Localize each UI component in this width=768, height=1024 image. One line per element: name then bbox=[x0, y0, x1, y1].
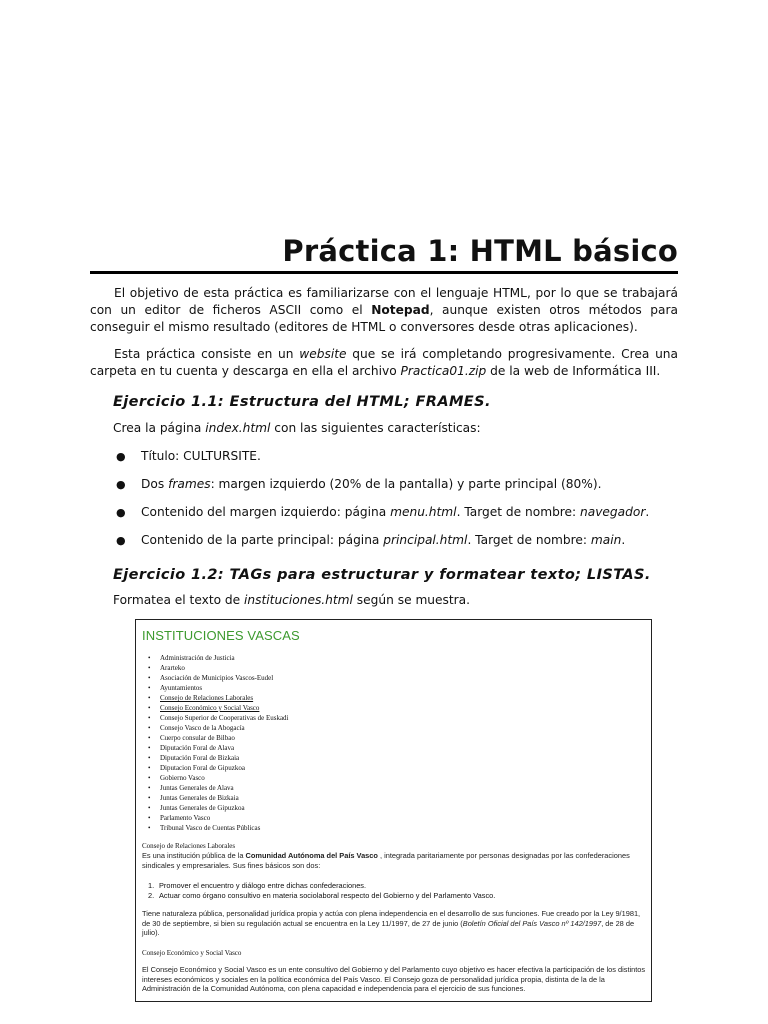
institution-item bbox=[142, 753, 289, 763]
figure-title: INSTITUCIONES VASCAS bbox=[142, 628, 300, 643]
institution-link[interactable]: Consejo Económico y Social Vasco bbox=[160, 704, 260, 712]
institution-label: Juntas Generales de Gipuzkoa bbox=[160, 804, 245, 812]
institution-label: Administración de Justicia bbox=[160, 654, 235, 662]
section-1-text2-c: , de 28 de julio). bbox=[142, 918, 635, 937]
exercise-1-2-heading: Ejercicio 1.2: TAGs para estructurar y formatear texto; LISTAS. bbox=[113, 567, 651, 583]
ex2-intro-filename: instituciones.html bbox=[244, 593, 353, 607]
institution-label: Consejo Superior de Cooperativas de Euskadi bbox=[160, 714, 289, 722]
exercise-1-2-intro bbox=[113, 592, 470, 609]
institution-label: Tribunal Vasco de Cuentas Públicas bbox=[160, 824, 261, 832]
institution-item bbox=[142, 663, 289, 673]
bullet-dot-icon: ● bbox=[116, 478, 126, 491]
bullet-text-b: menu.html bbox=[390, 505, 457, 519]
bullet-item bbox=[113, 504, 649, 532]
section-1-title: Consejo de Relaciones Laborales bbox=[142, 842, 236, 850]
exercise-1-1-heading: Ejercicio 1.1: Estructura del HTML; FRAMES. bbox=[113, 394, 491, 410]
intro-p1-notepad: Notepad bbox=[371, 303, 430, 317]
intro-p2-text-e: de la web de Informática III. bbox=[486, 364, 661, 378]
bullet-text-b: principal.html bbox=[383, 533, 468, 547]
bullet-item bbox=[113, 532, 649, 560]
bullet-item bbox=[113, 448, 649, 476]
institution-item-link[interactable] bbox=[142, 693, 289, 703]
institution-item bbox=[142, 673, 289, 683]
bullet-item bbox=[113, 476, 649, 504]
section-1-text-c: , integrada paritariamente por personas designadas por las confederaciones sindicales y empresariales. Sus fines básicos son dos: bbox=[142, 851, 630, 870]
bullet-text-e: . bbox=[645, 505, 650, 519]
bullet-text-c: : margen izquierdo (20% de la pantalla) y parte principal (80%). bbox=[210, 477, 602, 491]
ordered-number: 2. bbox=[148, 890, 155, 900]
bullet-text-c: . Target de nombre: bbox=[456, 505, 581, 519]
bullet-dot-icon: ● bbox=[116, 534, 126, 547]
institution-item bbox=[142, 803, 289, 813]
bullet-text-d: navegador bbox=[580, 505, 646, 519]
ordered-number: 1. bbox=[148, 881, 155, 890]
page-title: Práctica 1: HTML básico bbox=[282, 234, 678, 268]
ex2-intro-a: Formatea el texto de bbox=[113, 593, 245, 607]
institution-label: Ararteko bbox=[160, 664, 185, 672]
institution-item-link[interactable] bbox=[142, 703, 289, 713]
institutions-list bbox=[142, 653, 289, 833]
intro-p1-text-a: El objetivo de esta práctica es familiarizarse con el lenguaje HTML, por lo que se trabajará con un editor de ficheros ASCII como el bbox=[90, 286, 678, 317]
section-1-ordered-list bbox=[148, 881, 495, 900]
bullet-text-a: Dos bbox=[141, 477, 169, 491]
bullet-text-c: . Target de nombre: bbox=[467, 533, 591, 547]
institution-item bbox=[142, 823, 289, 833]
institution-item bbox=[142, 713, 289, 723]
institution-label: Diputación Foral de Alava bbox=[160, 744, 235, 752]
exercise-1-1-bullet-list bbox=[113, 448, 649, 560]
intro-paragraph-2 bbox=[90, 346, 678, 380]
section-1-text-a: Es una institución pública de la bbox=[142, 851, 246, 860]
section-1-text2-italic: Boletín Oficial del País Vasco nº 142/1997 bbox=[462, 918, 602, 928]
bullet-text-e: . bbox=[621, 533, 626, 547]
institution-item bbox=[142, 653, 289, 663]
bullet-text-a: Contenido de la parte principal: página bbox=[141, 533, 384, 547]
institution-label: Gobierno Vasco bbox=[160, 774, 205, 782]
institution-label: Juntas Generales de Bizkaia bbox=[160, 794, 239, 802]
bullet-text-a: Título: CULTURSITE. bbox=[141, 449, 261, 463]
bullet-dot-icon: ● bbox=[116, 450, 126, 463]
instituciones-screenshot-figure bbox=[135, 619, 652, 1002]
intro-p2-text-a: Esta práctica consiste en un bbox=[114, 347, 300, 361]
institution-label: Juntas Generales de Alava bbox=[160, 784, 234, 792]
bullet-text-a: Contenido del margen izquierdo: página bbox=[141, 505, 391, 519]
institution-label: Ayuntamientos bbox=[160, 684, 203, 692]
bullet-text-b: frames bbox=[168, 477, 211, 491]
institution-item bbox=[142, 723, 289, 733]
ordered-item bbox=[148, 881, 495, 891]
institution-item bbox=[142, 783, 289, 793]
institution-label: Cuerpo consular de Bilbao bbox=[160, 734, 235, 742]
institution-item bbox=[142, 773, 289, 783]
ex2-intro-c: según se muestra. bbox=[352, 593, 471, 607]
institution-item bbox=[142, 683, 289, 693]
intro-p2-text-c: que se irá completando progresivamente. Crea una carpeta en tu cuenta y descarga en ella el archivo bbox=[90, 347, 678, 378]
section-1-text-2 bbox=[142, 909, 647, 938]
institution-item bbox=[142, 743, 289, 753]
section-1-text bbox=[142, 851, 647, 870]
intro-p1-text-c: , aunque existen otros métodos para conseguir el mismo resultado (editores de HTML o conversores desde otras aplicaciones). bbox=[90, 303, 678, 334]
ordered-text: Promover el encuentro y diálogo entre dichas confederaciones. bbox=[159, 881, 367, 890]
bullet-dot-icon: ● bbox=[116, 506, 126, 519]
ex1-intro-a: Crea la página bbox=[113, 421, 206, 435]
ordered-text: Actuar como órgano consultivo en materia sociolaboral respecto del Gobierno y del Parlamento Vasco. bbox=[159, 890, 496, 900]
institution-label: Diputación Foral de Bizkaia bbox=[160, 754, 240, 762]
institution-item bbox=[142, 763, 289, 773]
institution-link[interactable]: Consejo de Relaciones Laborales bbox=[160, 694, 254, 702]
institution-item bbox=[142, 733, 289, 743]
intro-paragraph-1 bbox=[90, 285, 678, 336]
ex1-intro-c: con las siguientes características: bbox=[270, 421, 481, 435]
institution-label: Consejo Vasco de la Abogacía bbox=[160, 724, 245, 732]
title-rule bbox=[90, 271, 678, 274]
intro-p2-zip-filename: Practica01.zip bbox=[400, 364, 487, 378]
institution-item bbox=[142, 793, 289, 803]
section-2-title: Consejo Económico y Social Vasco bbox=[142, 949, 242, 957]
bullet-text-d: main bbox=[590, 533, 622, 547]
institution-label: Diputacion Foral de Gipuzkoa bbox=[160, 764, 245, 772]
institution-label: Asociación de Municipios Vascos-Eudel bbox=[160, 674, 274, 682]
ordered-item bbox=[148, 891, 495, 901]
ex1-intro-filename: index.html bbox=[205, 421, 271, 435]
intro-p2-website: website bbox=[299, 347, 347, 361]
institution-label: Parlamento Vasco bbox=[160, 814, 211, 822]
exercise-1-1-intro bbox=[113, 420, 481, 437]
section-1-text2-a: Tiene naturaleza pública, personalidad jurídica propia y actúa con plena independencia en el desarrollo de sus funciones. Fue creado por la Ley 9/1981, de 30 de septiembre, si bien su regulación actual se encuentra en la Ley 11/1997, de 27 de junio ( bbox=[142, 909, 641, 928]
section-1-text-bold: Comunidad Autónoma del País Vasco bbox=[245, 851, 378, 860]
section-2-text: El Consejo Económico y Social Vasco es un ente consultivo del Gobierno y del Parlamento cuyo objetivo es hacer efectiva la participación de los distintos intereses económicos y sociales en la política económica del País Vasco. El Consejo goza de personalidad jurídica propia, distinta de la de la Administración de la Comunidad Autónoma, con plena capacidad e independencia para el ejercicio de sus funciones. bbox=[142, 965, 646, 993]
institution-item bbox=[142, 813, 289, 823]
